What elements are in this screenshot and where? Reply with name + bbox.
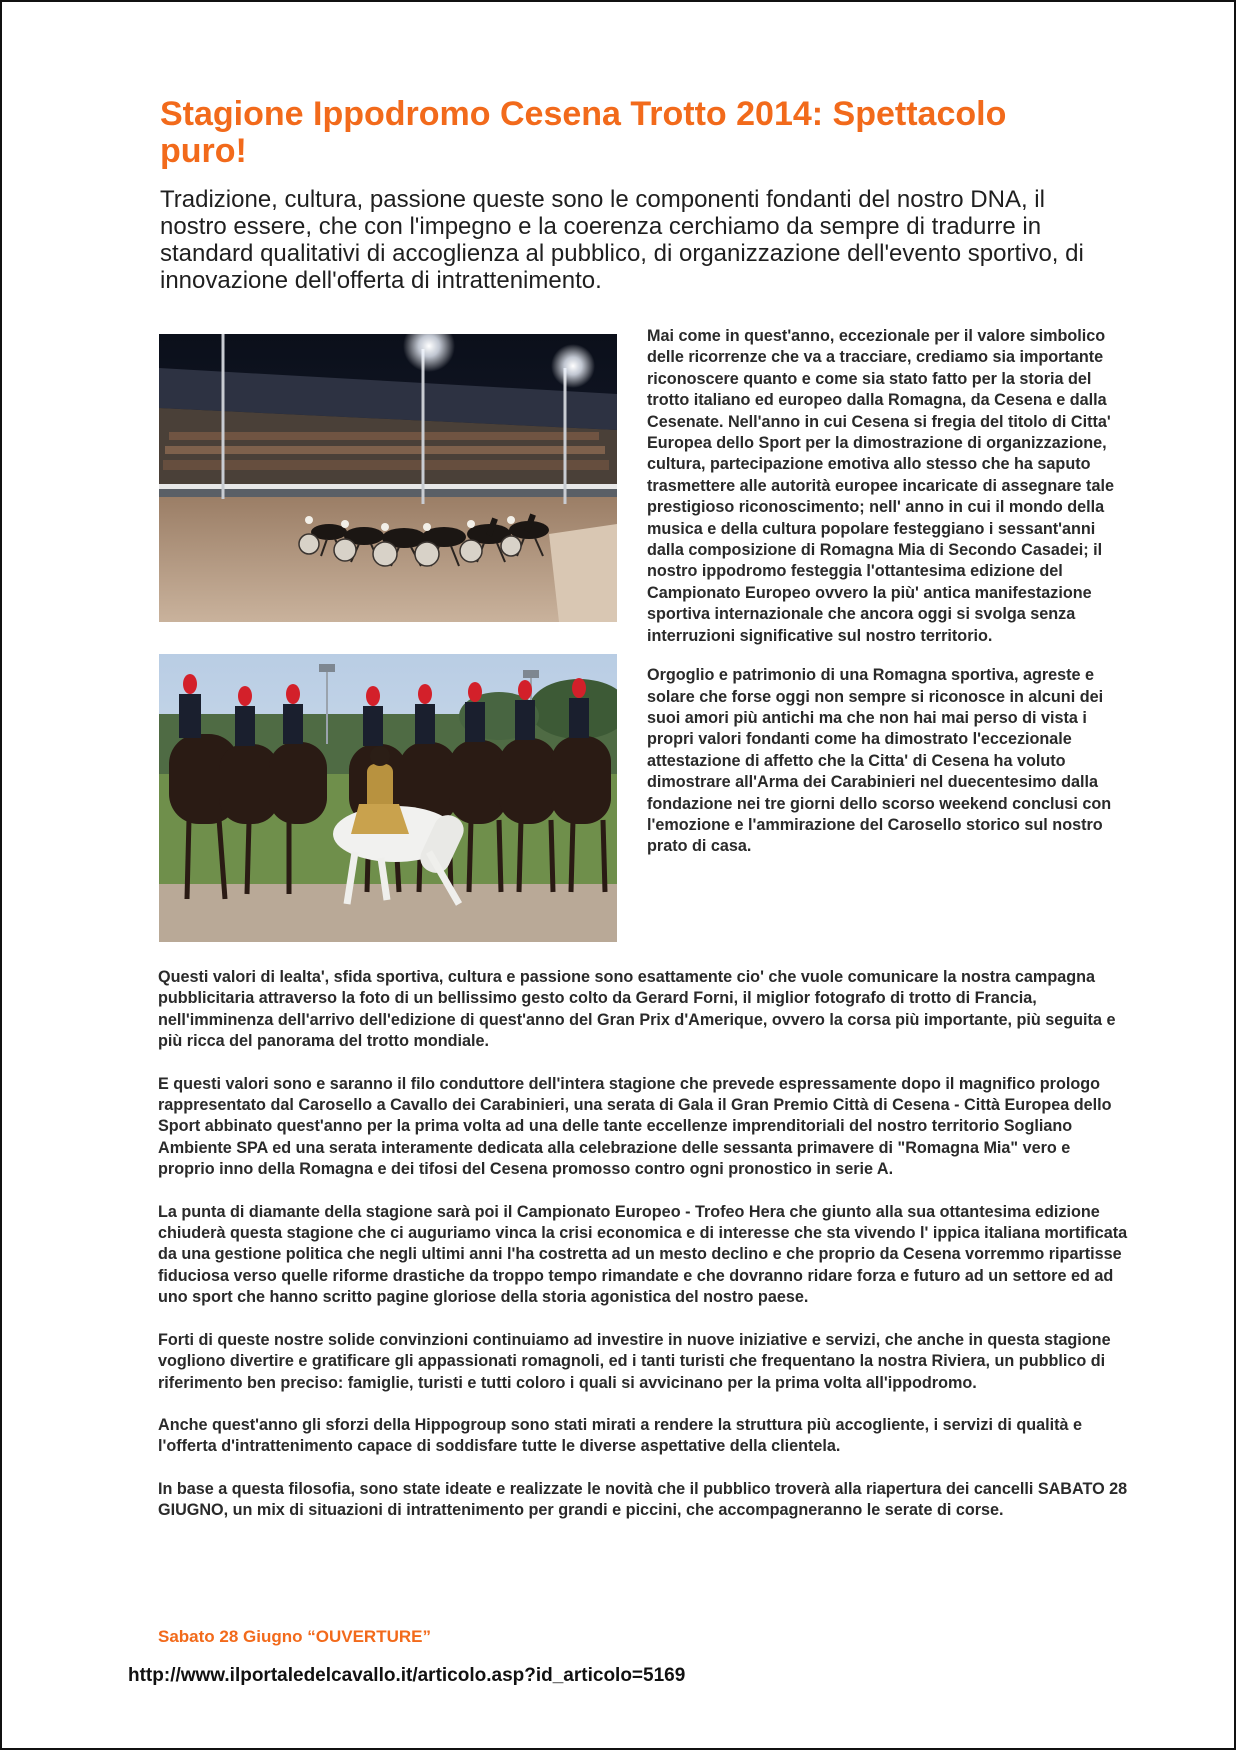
body-paragraph: Forti di queste nostre solide convinzioni continuiamo ad investire in nuove iniziative e servizi, che anche in questa stagione vogliono divertire e gratificare gli appassionati romagnoli, ed i tanti turisti che frequentano la nostra Riviera, un pubblico di riferimento ben preciso: famiglie, turisti e tutti coloro i quali si avvicinano per la prima volta all'ippodromo. bbox=[158, 1330, 1111, 1392]
body-paragraph: Questi valori di lealta', sfida sportiva, cultura e passione sono esattamente cio' che vuole comunicare la nostra campagna pubblicitaria attraverso la foto di un bellissimo gesto colto da Gerard Forni, il miglior fotografo di trotto di Francia, nell'imminenza dell'arrivo dell'edizione di quest'anno del Gran Prix d'Amerique, ovvero la corsa più importante, più seguita e più ricca del panorama del trotto mondiale. bbox=[158, 968, 1116, 1051]
event-subheading: Sabato 28 Giugno “OUVERTURE” bbox=[158, 1627, 431, 1646]
side-column-text bbox=[647, 326, 1127, 876]
article-title: Stagione Ippodromo Cesena Trotto 2014: Spettacolo puro! bbox=[160, 95, 1007, 170]
body-text bbox=[158, 967, 1128, 1543]
side-paragraph: Orgoglio e patrimonio di una Romagna sportiva, agreste e solare che forse oggi non sempre si riconosce in alcuni dei suoi amori più antichi ma che non hai mai perso di vista i propri valori fondanti come ha dimostrato l'eccezionale attestazione di affetto che la Citta' di Cesena ha voluto dimostrare all'Arma dei Carabinieri nel duecentesimo dalla fondazione nei tre giorni dello scorso weekend conclusi con l'emozione e l'ammirazione del Carosello storico sul nostro prato di casa. bbox=[647, 666, 1112, 856]
racetrack-night-race-photo bbox=[159, 334, 617, 622]
body-paragraph: Anche quest'anno gli sforzi della Hippogroup sono stati mirati a rendere la struttura più accogliente, i servizi di qualità e l'offerta d'intrattenimento capace di soddisfare tutte le diverse aspettative della clientela. bbox=[158, 1415, 1083, 1456]
source-url: http://www.ilportaledelcavallo.it/articolo.asp?id_articolo=5169 bbox=[128, 1665, 686, 1686]
body-paragraph: La punta di diamante della stagione sarà poi il Campionato Europeo - Trofeo Hera che giunto alla sua ottantesima edizione chiuderà questa stagione che ci auguriamo vinca la crisi economica e di interesse che sta vivendo l' ippica italiana mortificata da una gestione politica che negli ultimi anni l'ha costretta ad un mesto declino e che proprio da Cesena vorremmo ripartisse fiduciosa verso quelle riforme drastiche da troppo tempo rimandate e che dovranno ridare forza e futuro ad un settore ed ad uno sport che hanno scritto pagine gloriose della storia agonistica del nostro paese. bbox=[158, 1202, 1128, 1307]
body-paragraph: E questi valori sono e saranno il filo conduttore dell'intera stagione che prevede espressamente dopo il magnifico prologo rappresentato dal Carosello a Cavallo dei Carabinieri, una serata di Gala il Gran Premio Città di Cesena - Città Europea dello Sport abbinato quest'anno per la prima volta ad una delle tante eccellenze imprenditoriali del nostro territorio Sogliano Ambiente SPA ed una serata interamente dedicata alla celebrazione delle sessanta primavere di "Romagna Mia" vero e proprio inno della Romagna e dei tifosi del Cesena promosso contro ogni pronostico in serie A. bbox=[158, 1074, 1112, 1179]
article-lead: Tradizione, cultura, passione queste sono le componenti fondanti del nostro DNA, il nostro essere, che con l'impegno e la coerenza cerchiamo da sempre di tradurre in standard qualitativi di accoglienza al pubblico, di organizzazione dell'evento sportivo, di innovazione dell'offerta di intrattenimento. bbox=[160, 186, 1084, 294]
side-paragraph: Mai come in quest'anno, eccezionale per il valore simbolico delle ricorrenze che va a tracciare, crediamo sia importante riconoscere quanto e come sia stato fatto per la storia del trotto italiano ed europeo dalla Romagna, da Cesena e dalla Cesenate. Nell'anno in cui Cesena si fregia del titolo di Citta' Europea dello Sport per la dimostrazione di organizzazione, cultura, partecipazione emotiva allo stesso che ha saputo trasmettere alle autorità europee incaricate di assegnare tale prestigioso riconoscimento; nell' anno in cui il mondo della musica e della cultura popolare festeggiano i sessant'anni dalla composizione di Romagna Mia di Secondo Casadei; il nostro ippodromo festeggia l'ottantesima edizione del Campionato Europeo ovvero la più' antica manifestazione sportiva internazionale che ancora oggi si svolga senza interruzioni significative sul nostro territorio. bbox=[647, 327, 1114, 645]
body-paragraph: In base a questa filosofia, sono state ideate e realizzate le novità che il pubblico troverà alla riapertura dei cancelli SABATO 28 GIUGNO, un mix di situazioni di intrattenimento per grandi e piccini, che accompagneranno le serate di corse. bbox=[158, 1479, 1128, 1520]
carabinieri-carousel-photo bbox=[159, 654, 617, 942]
